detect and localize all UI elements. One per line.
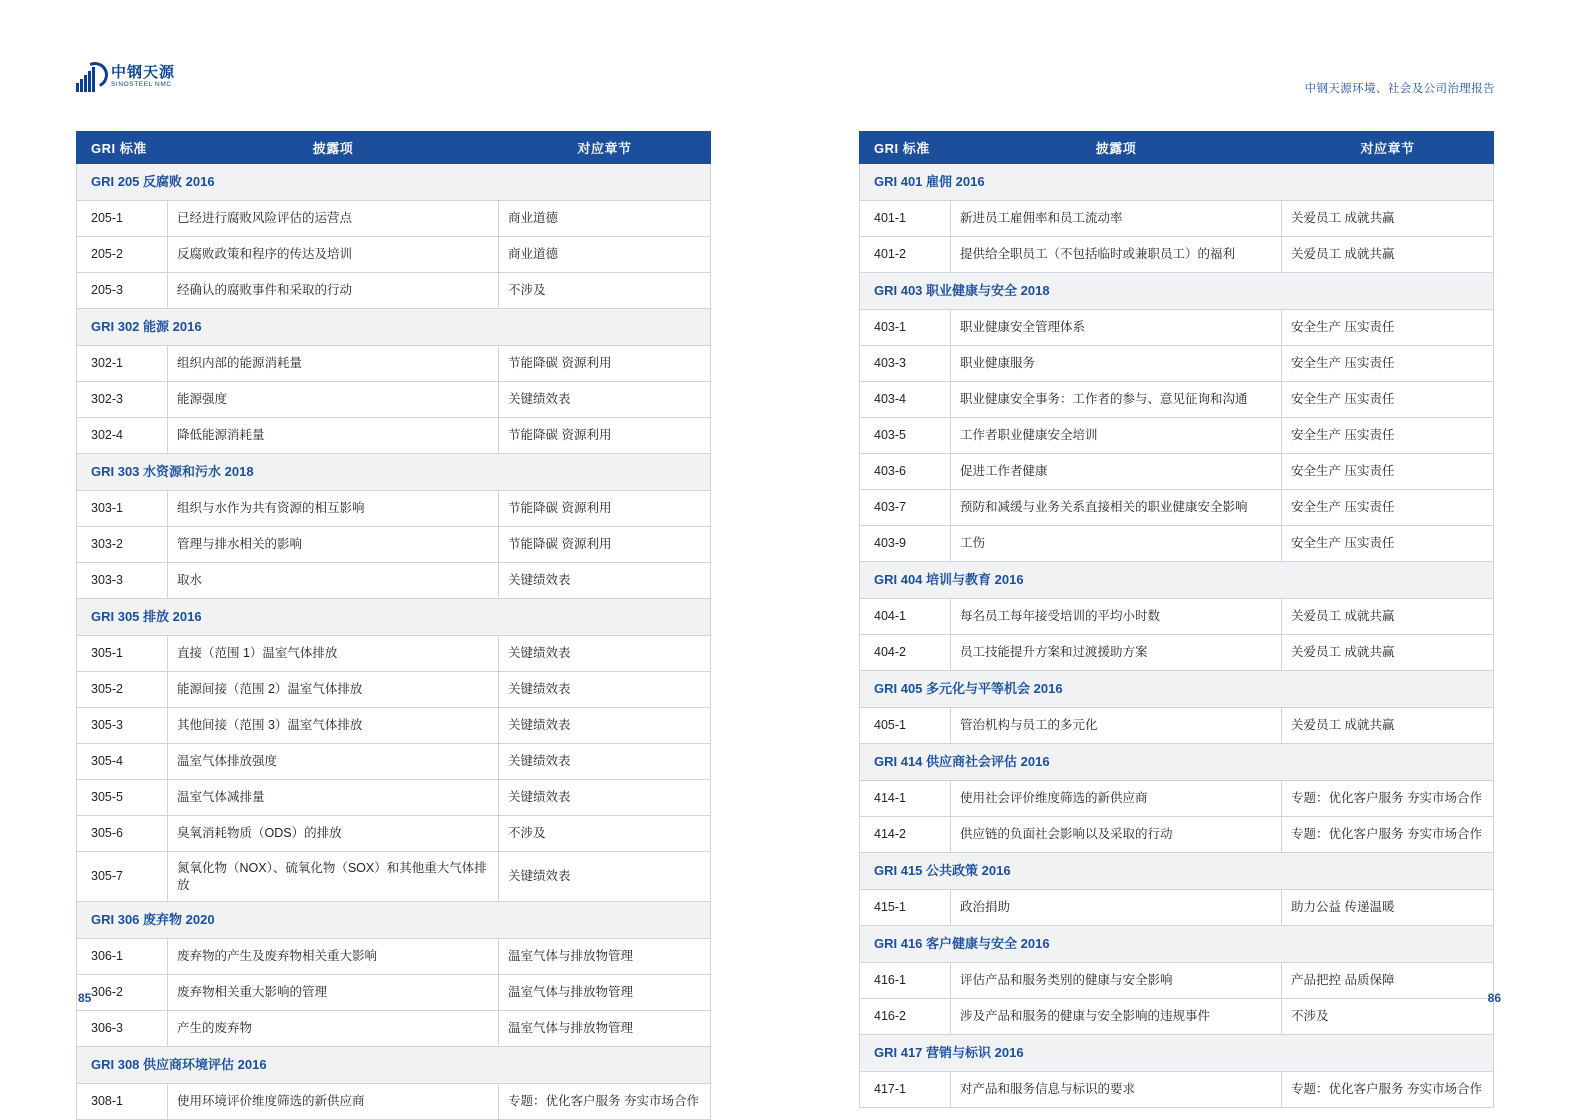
table-row	[77, 1011, 711, 1047]
gri-section-label: GRI 404 培训与教育 2016	[860, 562, 1494, 599]
cell-chapter: 关键绩效表	[499, 780, 711, 816]
cell-disclosure: 职业健康安全事务：工作者的参与、意见征询和沟通	[951, 382, 1282, 418]
table-header-row	[860, 132, 1494, 164]
cell-disclosure: 对产品和服务信息与标识的要求	[951, 1072, 1282, 1108]
cell-disclosure: 臭氧消耗物质（ODS）的排放	[168, 816, 499, 852]
table-row	[77, 816, 711, 852]
cell-disclosure: 氮氧化物（NOX）、硫氧化物（SOX）和其他重大气体排放	[168, 852, 499, 902]
cell-disclosure: 使用社会评价维度筛选的新供应商	[951, 781, 1282, 817]
cell-chapter: 不涉及	[1282, 999, 1494, 1035]
cell-disclosure: 废弃物相关重大影响的管理	[168, 975, 499, 1011]
cell-chapter: 关键绩效表	[499, 852, 711, 902]
gri-section-label: GRI 417 营销与标识 2016	[860, 1035, 1494, 1072]
left-page-column	[76, 131, 710, 1120]
cell-disclosure: 新进员工雇佣率和员工流动率	[951, 201, 1282, 237]
th-disclosure: 披露项	[951, 132, 1282, 164]
table-row	[860, 201, 1494, 237]
gri-section-row	[77, 164, 711, 201]
table-row	[860, 708, 1494, 744]
gri-table-right-body	[860, 164, 1494, 1108]
gri-section-row	[860, 744, 1494, 781]
cell-standard: 306-2	[77, 975, 168, 1011]
cell-standard: 405-1	[860, 708, 951, 744]
gri-section-label: GRI 205 反腐败 2016	[77, 164, 711, 201]
cell-standard: 414-1	[860, 781, 951, 817]
cell-disclosure: 反腐败政策和程序的传达及培训	[168, 237, 499, 273]
table-row	[860, 418, 1494, 454]
cell-disclosure: 产生的废弃物	[168, 1011, 499, 1047]
cell-chapter: 产品把控 品质保障	[1282, 963, 1494, 999]
cell-chapter: 温室气体与排放物管理	[499, 1011, 711, 1047]
cell-chapter: 专题：优化客户服务 夯实市场合作	[499, 1084, 711, 1120]
gri-section-label: GRI 401 雇佣 2016	[860, 164, 1494, 201]
gri-section-label: GRI 414 供应商社会评估 2016	[860, 744, 1494, 781]
table-header-row	[77, 132, 711, 164]
cell-standard: 403-7	[860, 490, 951, 526]
page-header	[0, 62, 1587, 106]
table-row	[77, 975, 711, 1011]
cell-chapter: 安全生产 压实责任	[1282, 526, 1494, 562]
cell-chapter: 安全生产 压实责任	[1282, 418, 1494, 454]
cell-standard: 403-5	[860, 418, 951, 454]
cell-chapter: 关键绩效表	[499, 708, 711, 744]
cell-disclosure: 职业健康服务	[951, 346, 1282, 382]
cell-chapter: 安全生产 压实责任	[1282, 454, 1494, 490]
gri-section-label: GRI 303 水资源和污水 2018	[77, 454, 711, 491]
cell-standard: 403-1	[860, 310, 951, 346]
cell-standard: 416-1	[860, 963, 951, 999]
cell-chapter: 安全生产 压实责任	[1282, 382, 1494, 418]
table-row	[860, 817, 1494, 853]
table-row	[77, 346, 711, 382]
table-row	[860, 599, 1494, 635]
gri-section-label: GRI 305 排放 2016	[77, 599, 711, 636]
cell-standard: 205-1	[77, 201, 168, 237]
cell-standard: 305-3	[77, 708, 168, 744]
page-number-right: 86	[1487, 991, 1501, 1005]
cell-chapter: 关键绩效表	[499, 563, 711, 599]
cell-chapter: 节能降碳 资源利用	[499, 346, 711, 382]
table-row	[860, 635, 1494, 671]
cell-chapter: 关键绩效表	[499, 744, 711, 780]
cell-standard: 403-4	[860, 382, 951, 418]
table-row	[77, 780, 711, 816]
cell-disclosure: 使用环境评价维度筛选的新供应商	[168, 1084, 499, 1120]
gri-section-row	[77, 902, 711, 939]
gri-section-row	[860, 671, 1494, 708]
page-number-left: 85	[78, 991, 92, 1005]
cell-disclosure: 提供给全职员工（不包括临时或兼职员工）的福利	[951, 237, 1282, 273]
cell-standard: 305-5	[77, 780, 168, 816]
cell-chapter: 助力公益 传递温暖	[1282, 890, 1494, 926]
cell-chapter: 安全生产 压实责任	[1282, 490, 1494, 526]
th-standard: GRI 标准	[77, 132, 168, 164]
right-page-column	[859, 131, 1493, 1108]
table-row	[860, 382, 1494, 418]
table-row	[77, 672, 711, 708]
gri-section-label: GRI 308 供应商环境评估 2016	[77, 1047, 711, 1084]
gri-section-row	[77, 599, 711, 636]
cell-standard: 303-2	[77, 527, 168, 563]
cell-chapter: 节能降碳 资源利用	[499, 418, 711, 454]
table-row	[77, 1084, 711, 1120]
cell-chapter: 温室气体与排放物管理	[499, 975, 711, 1011]
cell-standard: 303-1	[77, 491, 168, 527]
table-row	[77, 563, 711, 599]
cell-chapter: 节能降碳 资源利用	[499, 527, 711, 563]
table-row	[77, 744, 711, 780]
cell-chapter: 关爱员工 成就共赢	[1282, 708, 1494, 744]
cell-chapter: 不涉及	[499, 816, 711, 852]
table-row	[77, 491, 711, 527]
gri-table-left-body	[77, 164, 711, 1120]
cell-standard: 403-9	[860, 526, 951, 562]
table-row	[77, 527, 711, 563]
cell-chapter: 安全生产 压实责任	[1282, 346, 1494, 382]
logo-name-cn: 中钢天源	[111, 63, 176, 81]
table-row	[77, 636, 711, 672]
table-row	[860, 963, 1494, 999]
cell-chapter: 关键绩效表	[499, 636, 711, 672]
cell-disclosure: 政治捐助	[951, 890, 1282, 926]
cell-standard: 401-1	[860, 201, 951, 237]
gri-table-left	[76, 131, 711, 1120]
cell-disclosure: 能源间接（范围 2）温室气体排放	[168, 672, 499, 708]
cell-disclosure: 能源强度	[168, 382, 499, 418]
cell-disclosure: 组织内部的能源消耗量	[168, 346, 499, 382]
cell-disclosure: 管理与排水相关的影响	[168, 527, 499, 563]
cell-chapter: 关爱员工 成就共赢	[1282, 237, 1494, 273]
cell-disclosure: 工伤	[951, 526, 1282, 562]
cell-chapter: 专题：优化客户服务 夯实市场合作	[1282, 1072, 1494, 1108]
table-row	[77, 418, 711, 454]
cell-chapter: 关键绩效表	[499, 672, 711, 708]
cell-disclosure: 涉及产品和服务的健康与安全影响的违规事件	[951, 999, 1282, 1035]
cell-disclosure: 员工技能提升方案和过渡援助方案	[951, 635, 1282, 671]
th-disclosure: 披露项	[168, 132, 499, 164]
table-row	[860, 781, 1494, 817]
cell-standard: 205-2	[77, 237, 168, 273]
th-chapter: 对应章节	[499, 132, 711, 164]
cell-disclosure: 管治机构与员工的多元化	[951, 708, 1282, 744]
gri-section-row	[860, 926, 1494, 963]
cell-chapter: 专题：优化客户服务 夯实市场合作	[1282, 817, 1494, 853]
logo-name-en: SINOSTEEL NMC	[111, 81, 172, 89]
cell-disclosure: 组织与水作为共有资源的相互影响	[168, 491, 499, 527]
table-row	[860, 346, 1494, 382]
cell-standard: 205-3	[77, 273, 168, 309]
gri-section-label: GRI 416 客户健康与安全 2016	[860, 926, 1494, 963]
company-logo	[76, 62, 175, 92]
cell-disclosure: 废弃物的产生及废弃物相关重大影响	[168, 939, 499, 975]
cell-chapter: 节能降碳 资源利用	[499, 491, 711, 527]
cell-disclosure: 预防和减缓与业务关系直接相关的职业健康安全影响	[951, 490, 1282, 526]
table-row	[77, 201, 711, 237]
gri-table-right	[859, 131, 1494, 1108]
cell-standard: 302-4	[77, 418, 168, 454]
cell-disclosure: 温室气体减排量	[168, 780, 499, 816]
gri-section-row	[860, 1035, 1494, 1072]
cell-standard: 306-3	[77, 1011, 168, 1047]
cell-disclosure: 直接（范围 1）温室气体排放	[168, 636, 499, 672]
cell-disclosure: 其他间接（范围 3）温室气体排放	[168, 708, 499, 744]
table-row	[77, 237, 711, 273]
cell-standard: 403-3	[860, 346, 951, 382]
cell-standard: 302-3	[77, 382, 168, 418]
cell-chapter: 关键绩效表	[499, 382, 711, 418]
cell-standard: 403-6	[860, 454, 951, 490]
cell-disclosure: 每名员工每年接受培训的平均小时数	[951, 599, 1282, 635]
cell-standard: 305-7	[77, 852, 168, 902]
gri-section-row	[77, 454, 711, 491]
cell-disclosure: 供应链的负面社会影响以及采取的行动	[951, 817, 1282, 853]
cell-standard: 404-1	[860, 599, 951, 635]
cell-disclosure: 降低能源消耗量	[168, 418, 499, 454]
table-row	[77, 852, 711, 902]
table-row	[860, 526, 1494, 562]
cell-chapter: 温室气体与排放物管理	[499, 939, 711, 975]
table-row	[860, 310, 1494, 346]
gri-section-row	[860, 273, 1494, 310]
table-row	[860, 490, 1494, 526]
th-chapter: 对应章节	[1282, 132, 1494, 164]
cell-chapter: 安全生产 压实责任	[1282, 310, 1494, 346]
cell-standard: 401-2	[860, 237, 951, 273]
logo-text	[111, 65, 175, 90]
cell-standard: 415-1	[860, 890, 951, 926]
cell-disclosure: 温室气体排放强度	[168, 744, 499, 780]
cell-chapter: 专题：优化客户服务 夯实市场合作	[1282, 781, 1494, 817]
cell-disclosure: 职业健康安全管理体系	[951, 310, 1282, 346]
cell-standard: 305-1	[77, 636, 168, 672]
cell-standard: 414-2	[860, 817, 951, 853]
cell-disclosure: 工作者职业健康安全培训	[951, 418, 1282, 454]
cell-disclosure: 经确认的腐败事件和采取的行动	[168, 273, 499, 309]
logo-mark-icon	[76, 62, 104, 92]
gri-section-label: GRI 403 职业健康与安全 2018	[860, 273, 1494, 310]
cell-standard: 416-2	[860, 999, 951, 1035]
table-row	[77, 939, 711, 975]
cell-standard: 305-6	[77, 816, 168, 852]
gri-section-label: GRI 415 公共政策 2016	[860, 853, 1494, 890]
cell-standard: 305-2	[77, 672, 168, 708]
table-row	[77, 708, 711, 744]
gri-section-row	[77, 309, 711, 346]
gri-section-row	[860, 562, 1494, 599]
table-row	[860, 237, 1494, 273]
cell-disclosure: 取水	[168, 563, 499, 599]
th-standard: GRI 标准	[860, 132, 951, 164]
table-row	[77, 273, 711, 309]
report-title: 中钢天源环境、社会及公司治理报告	[1304, 83, 1495, 95]
cell-disclosure: 促进工作者健康	[951, 454, 1282, 490]
cell-standard: 302-1	[77, 346, 168, 382]
cell-standard: 404-2	[860, 635, 951, 671]
cell-chapter: 关爱员工 成就共赢	[1282, 635, 1494, 671]
cell-standard: 417-1	[860, 1072, 951, 1108]
cell-chapter: 商业道德	[499, 237, 711, 273]
cell-disclosure: 已经进行腐败风险评估的运营点	[168, 201, 499, 237]
cell-chapter: 关爱员工 成就共赢	[1282, 201, 1494, 237]
cell-standard: 305-4	[77, 744, 168, 780]
table-row	[860, 999, 1494, 1035]
cell-disclosure: 评估产品和服务类别的健康与安全影响	[951, 963, 1282, 999]
table-row	[77, 382, 711, 418]
cell-chapter: 商业道德	[499, 201, 711, 237]
cell-standard: 303-3	[77, 563, 168, 599]
cell-chapter: 不涉及	[499, 273, 711, 309]
gri-section-label: GRI 306 废弃物 2020	[77, 902, 711, 939]
table-row	[860, 890, 1494, 926]
cell-standard: 306-1	[77, 939, 168, 975]
gri-section-row	[77, 1047, 711, 1084]
gri-section-row	[860, 164, 1494, 201]
gri-section-label: GRI 405 多元化与平等机会 2016	[860, 671, 1494, 708]
gri-section-row	[860, 853, 1494, 890]
table-row	[860, 454, 1494, 490]
gri-section-label: GRI 302 能源 2016	[77, 309, 711, 346]
cell-chapter: 关爱员工 成就共赢	[1282, 599, 1494, 635]
cell-standard: 308-1	[77, 1084, 168, 1120]
